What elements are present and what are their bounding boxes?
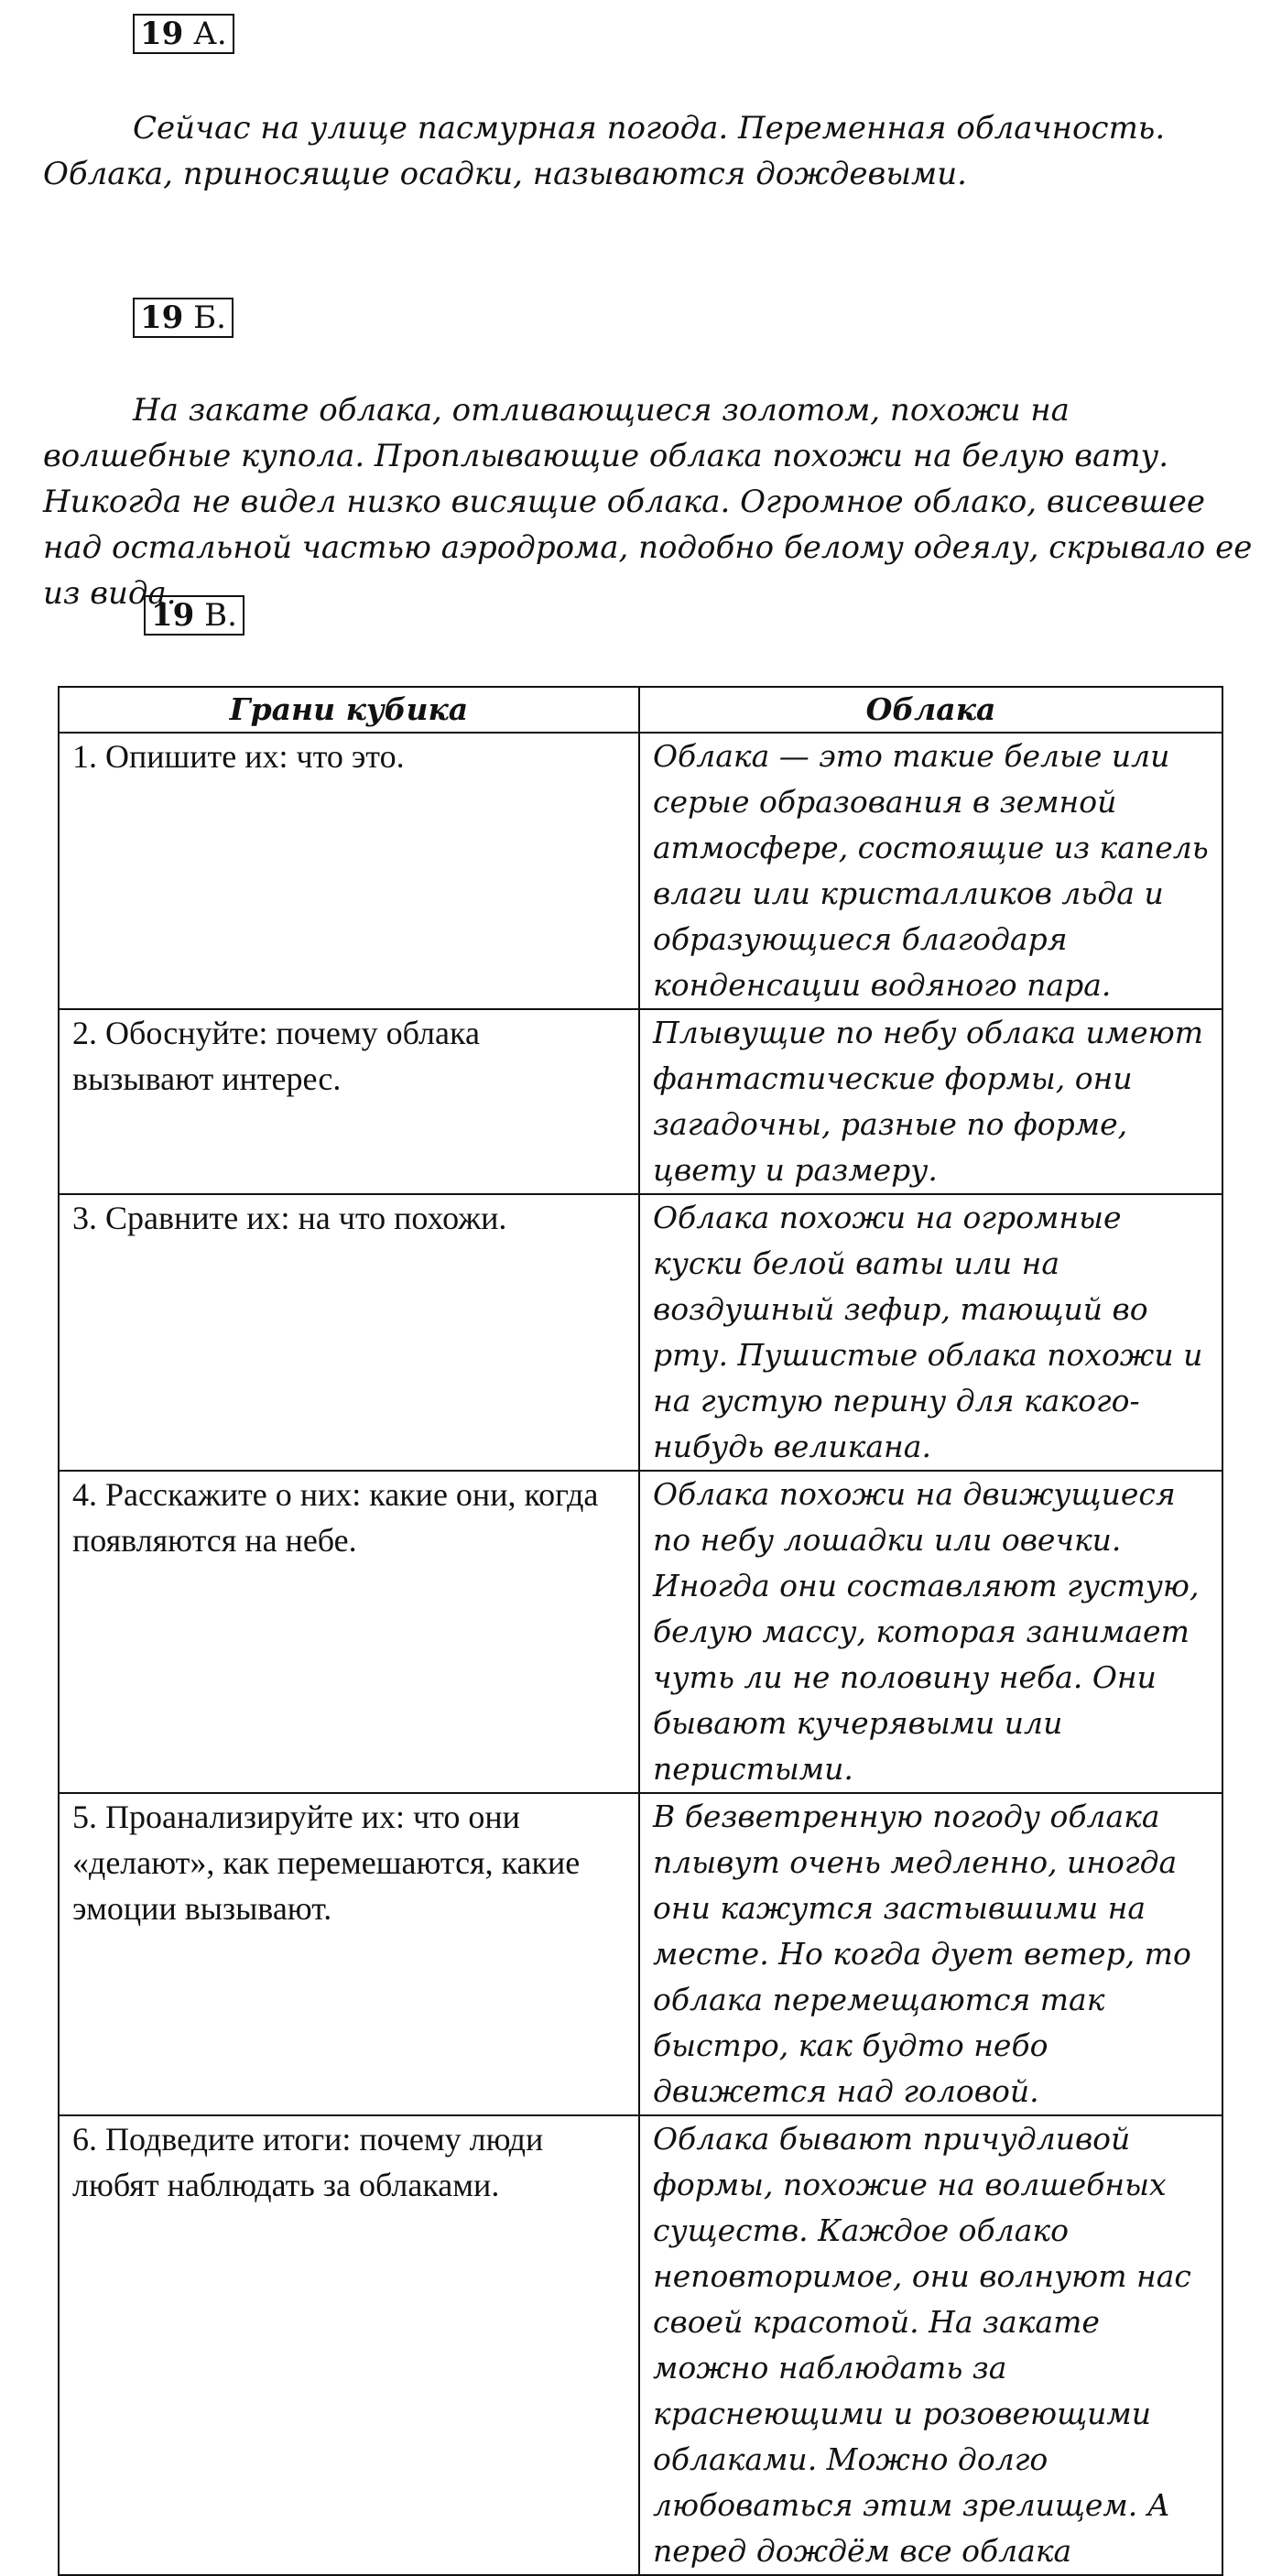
task-number: 19: [140, 16, 184, 52]
cube-faces-table: [58, 686, 1223, 2576]
table-row: [59, 733, 1222, 1009]
task-number: 19: [151, 597, 195, 634]
answer-cell: Плывущие по небу облака имеют фантастические формы, они загадочны, разные по форме, цвету и размеру.: [639, 1009, 1222, 1194]
question-cell: 6. Подведите итоги: почему люди любят наблюдать за облаками.: [59, 2115, 639, 2575]
answer-cell: Облака бывают причудливой формы, похожие на волшебных существ. Каждое облако неповторимое, они волнуют нас своей красотой. На закате можно наблюдать за краснеющими и розовеющими облаками. Можно долго любоваться этим зрелищем. А перед дождём все облака: [639, 2115, 1222, 2575]
table-row: [59, 1194, 1222, 1471]
task-letter: А.: [193, 16, 227, 52]
task-label-19v: [144, 595, 244, 636]
question-cell: 1. Опишите их: что это.: [59, 733, 639, 1009]
task-label-19a: [133, 14, 234, 54]
task-label-frame: [144, 595, 244, 636]
table-row: [59, 2115, 1222, 2575]
task-label-19b: [133, 298, 234, 338]
answer-paragraph-19b: На закате облака, отливающиеся золотом, похожи на волшебные купола. Проплывающие облака похожи на белую вату. Никогда не видел низко висящие облака. Огромное облако, висевшее над остальной частью аэродрома, подобно белому одеялу, скрывало ее из вида.: [43, 392, 1253, 612]
question-cell: 4. Расскажите о них: какие они, когда появляются на небе.: [59, 1471, 639, 1793]
task-label-frame: [133, 14, 234, 54]
table-row: [59, 1471, 1222, 1793]
answer-cell: В безветренную погоду облака плывут очень медленно, иногда они кажутся застывшими на месте. Но когда дует ветер, то облака перемещаются так быстро, как будто небо движется над головой.: [639, 1793, 1222, 2115]
table-row: [59, 1009, 1222, 1194]
answer-cell: Облака — это такие белые или серые образования в земной атмосфере, состоящие из капель влаги или кристалликов льда и образующиеся благодаря конденсации водяного пара.: [639, 733, 1222, 1009]
question-cell: 5. Проанализируйте их: что они «делают», как перемешаются, какие эмоции вызывают.: [59, 1793, 639, 2115]
header-cube-faces: Грани кубика: [59, 687, 639, 733]
question-cell: 3. Сравните их: на что похожи.: [59, 1194, 639, 1471]
answer-paragraph-19a: Сейчас на улице пасмурная погода. Переменная облачность. Облака, приносящие осадки, называются дождевыми.: [43, 110, 1166, 192]
task-number: 19: [140, 299, 184, 336]
task-label-frame: [133, 298, 234, 338]
header-clouds: Облака: [639, 687, 1222, 733]
question-cell: 2. Обоснуйте: почему облака вызывают интерес.: [59, 1009, 639, 1194]
answer-cell: Облака похожи на движущиеся по небу лошадки или овечки. Иногда они составляют густую, белую массу, которая занимает чуть ли не половину неба. Они бывают кучерявыми или перистыми.: [639, 1471, 1222, 1793]
table-row: [59, 1793, 1222, 2115]
table-header-row: [59, 687, 1222, 733]
answer-cell: Облака похожи на огромные куски белой ваты или на воздушный зефир, тающий во рту. Пушистые облака похожи и на густую перину для какого-нибудь великана.: [639, 1194, 1222, 1471]
task-letter: Б.: [193, 299, 226, 336]
task-letter: В.: [204, 597, 237, 634]
